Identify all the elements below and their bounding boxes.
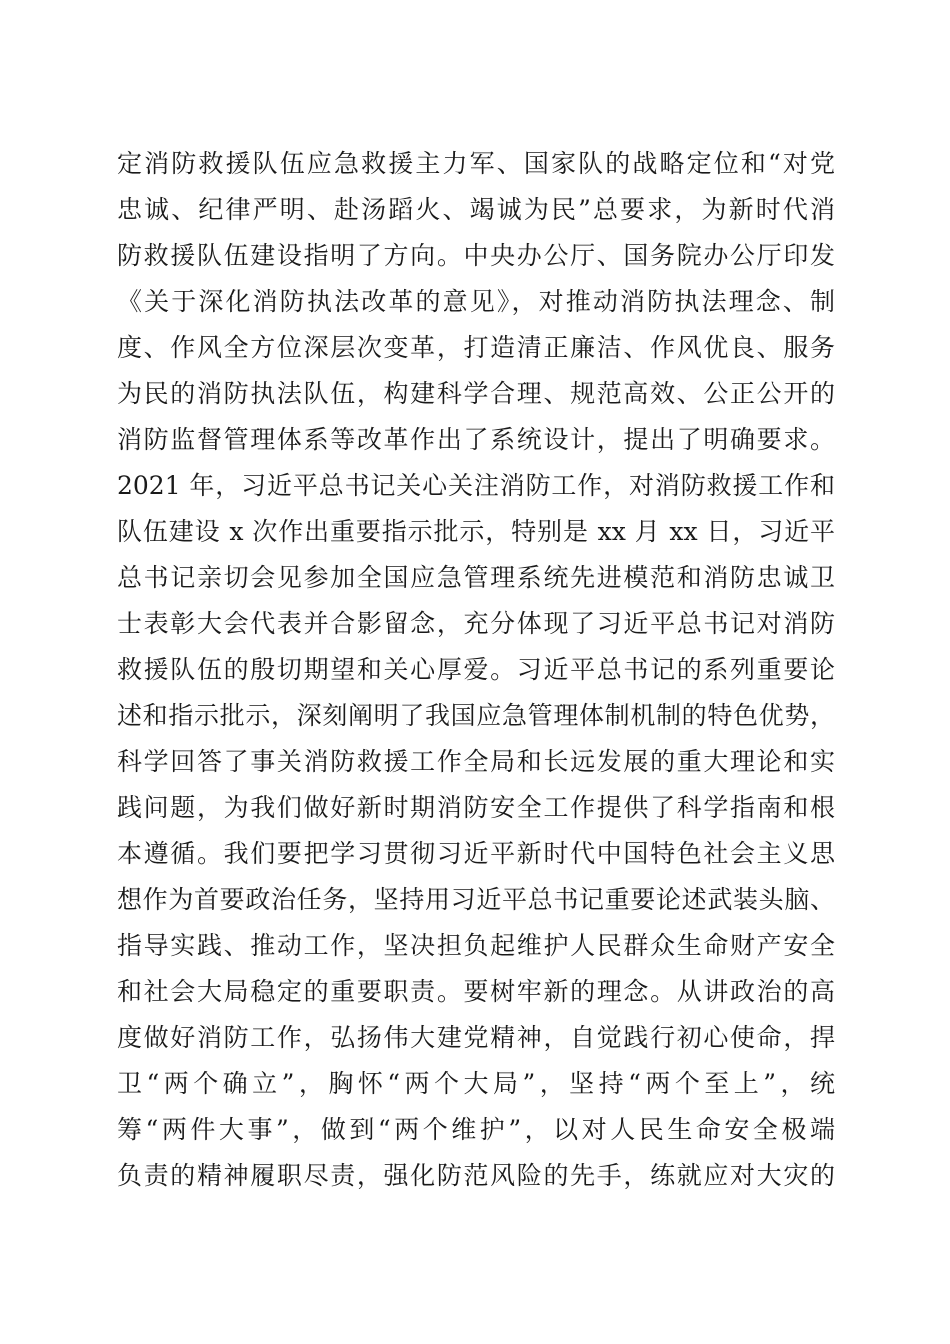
text-line: 定消防救援队伍应急救援主力军、国家队的战略定位和“对党: [117, 149, 835, 178]
text-line: 述和指示批示，深刻阐明了我国应急管理体制机制的特色优势，: [117, 701, 835, 730]
text-line: 度做好消防工作，弘扬伟大建党精神，自觉践行初心使命，捍: [117, 1023, 835, 1052]
text-line: 为民的消防执法队伍，构建科学合理、规范高效、公正公开的: [117, 379, 835, 408]
text-line: 防救援队伍建设指明了方向。中央办公厅、国务院办公厅印发: [117, 241, 835, 270]
text-line: 《关于深化消防执法改革的意见》，对推动消防执法理念、制: [117, 287, 835, 316]
text-line: 践问题，为我们做好新时期消防安全工作提供了科学指南和根: [117, 793, 835, 822]
text-line: 总书记亲切会见参加全国应急管理系统先进模范和消防忠诚卫: [117, 563, 835, 592]
text-line: 队伍建设 x 次作出重要指示批示，特别是 xx 月 xx 日，习近平: [117, 517, 835, 546]
text-line: 想作为首要政治任务，坚持用习近平总书记重要论述武装头脑、: [117, 885, 835, 914]
text-line: 筹“两件大事”，做到“两个维护”，以对人民生命安全极端: [117, 1115, 835, 1144]
text-line: 科学回答了事关消防救援工作全局和长远发展的重大理论和实: [117, 747, 835, 776]
text-line: 和社会大局稳定的重要职责。要树牢新的理念。从讲政治的高: [117, 977, 835, 1006]
text-line: 士表彰大会代表并合影留念，充分体现了习近平总书记对消防: [117, 609, 835, 638]
text-line: 消防监督管理体系等改革作出了系统设计，提出了明确要求。: [117, 425, 835, 454]
text-line: 卫“两个确立”，胸怀“两个大局”，坚持“两个至上”，统: [117, 1069, 835, 1098]
text-line: 负责的精神履职尽责，强化防范风险的先手，练就应对大灾的: [117, 1161, 835, 1190]
text-line: 指导实践、推动工作，坚决担负起维护人民群众生命财产安全: [117, 931, 835, 960]
text-line: 度、作风全方位深层次变革，打造清正廉洁、作风优良、服务: [117, 333, 835, 362]
text-line: 本遵循。我们要把学习贯彻习近平新时代中国特色社会主义思: [117, 839, 835, 868]
body-paragraph: [117, 141, 835, 1199]
text-line: 忠诚、纪律严明、赴汤蹈火、竭诚为民”总要求，为新时代消: [117, 195, 835, 224]
text-line: 救援队伍的殷切期望和关心厚爱。习近平总书记的系列重要论: [117, 655, 835, 684]
text-line: 2021 年，习近平总书记关心关注消防工作，对消防救援工作和: [117, 471, 835, 500]
